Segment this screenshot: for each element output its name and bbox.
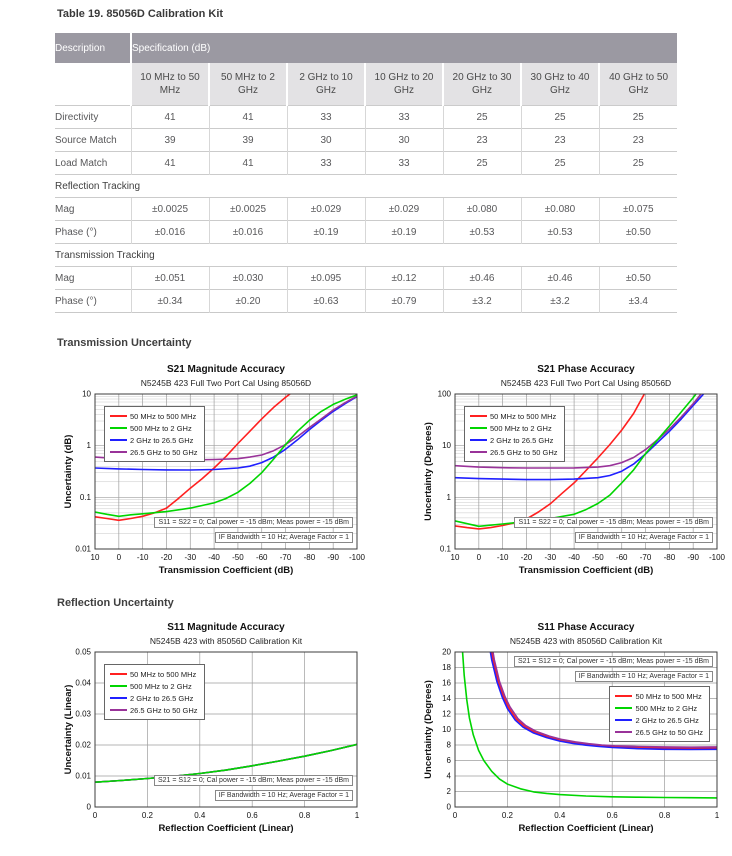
table-cell: 23 — [443, 129, 521, 152]
x-axis-label: Transmission Coefficient (dB) — [158, 565, 294, 576]
table-cell: ±3.2 — [521, 290, 599, 313]
x-tick-label: -80 — [663, 553, 676, 562]
freq-range-header: 2 GHz to 10 GHz — [287, 63, 365, 106]
section-row — [55, 175, 677, 198]
calibration-spec-table — [55, 33, 677, 313]
freq-range-header: 20 GHz to 30 GHz — [443, 63, 521, 106]
table-cell: 25 — [521, 152, 599, 175]
table-cell: ±0.0025 — [209, 198, 287, 221]
x-tick-label: -40 — [568, 553, 580, 562]
x-tick-label: 0.8 — [299, 811, 311, 820]
chart-subtitle: N5245B 423 Full Two Port Cal Using 85056D — [500, 378, 672, 388]
table-cell: 41 — [131, 106, 209, 129]
table-cell: ±0.19 — [287, 221, 365, 244]
legend-entry — [110, 422, 198, 434]
x-tick-label: -90 — [687, 553, 699, 562]
table-cell: ±0.016 — [131, 221, 209, 244]
y-tick-label: 1 — [446, 492, 451, 502]
x-tick-label: 10 — [90, 553, 100, 562]
annotation-box: IF Bandwidth = 10 Hz; Average Factor = 1 — [575, 532, 713, 543]
chart-legend — [104, 664, 205, 720]
legend-entry — [470, 434, 558, 446]
table-cell: ±0.19 — [365, 221, 443, 244]
table-cell: ±3.2 — [443, 290, 521, 313]
x-tick-label: -100 — [348, 553, 366, 562]
legend-swatch — [615, 719, 632, 721]
annotation-box: S11 = S22 = 0; Cal power = -15 dBm; Meas power = -15 dBm — [154, 517, 353, 528]
freq-range-header: 50 MHz to 2 GHz — [209, 63, 287, 106]
table-cell: 41 — [209, 106, 287, 129]
x-tick-label: 0 — [92, 811, 98, 820]
chart-canvas — [420, 364, 732, 580]
freq-range-header: 10 MHz to 50 MHz — [131, 63, 209, 106]
legend-entry — [615, 690, 703, 702]
table-cell: 39 — [131, 129, 209, 152]
x-tick-label: 0 — [116, 553, 122, 562]
row-label: Phase (°) — [55, 290, 131, 313]
legend-entry — [615, 726, 703, 738]
table-cell: ±0.0025 — [131, 198, 209, 221]
row-label: Source Match — [55, 129, 131, 152]
x-axis-label: Reflection Coefficient (Linear) — [518, 823, 654, 834]
table-cell: ±0.34 — [131, 290, 209, 313]
freq-range-header: 10 GHz to 20 GHz — [365, 63, 443, 106]
row-label: Directivity — [55, 106, 131, 129]
table-cell: ±0.029 — [287, 198, 365, 221]
table-cell: ±0.051 — [131, 267, 209, 290]
chart-title: S11 Magnitude Accuracy — [167, 622, 285, 633]
table-row — [55, 152, 677, 175]
x-tick-label: 1 — [714, 811, 720, 820]
x-tick-label: -70 — [279, 553, 292, 562]
specification-header: Specification (dB) — [131, 33, 677, 63]
table-cell: 25 — [599, 106, 677, 129]
table-cell: ±0.029 — [365, 198, 443, 221]
legend-label: 2 GHz to 26.5 GHz — [130, 435, 194, 445]
x-tick-label: -50 — [592, 553, 604, 562]
y-axis-label: Uncertainty (Linear) — [63, 684, 74, 775]
table-cell: ±3.4 — [599, 290, 677, 313]
x-tick-label: -90 — [327, 553, 339, 562]
table-caption: Table 19. 85056D Calibration Kit — [57, 8, 224, 20]
x-tick-label: 0.8 — [659, 811, 671, 820]
y-tick-label: 12 — [442, 709, 451, 719]
legend-label: 26.5 GHz to 50 GHz — [490, 447, 558, 457]
section-row — [55, 244, 677, 267]
y-tick-label: 0.02 — [75, 740, 91, 750]
legend-label: 2 GHz to 26.5 GHz — [490, 435, 554, 445]
table-cell: ±0.50 — [599, 221, 677, 244]
chart-s11-phase-accuracy — [420, 622, 732, 838]
legend-swatch — [110, 439, 127, 441]
x-tick-label: 0 — [476, 553, 482, 562]
legend-entry — [470, 446, 558, 458]
legend-label: 26.5 GHz to 50 GHz — [130, 447, 198, 457]
legend-entry — [110, 668, 198, 680]
y-tick-label: 6 — [446, 756, 451, 765]
legend-entry — [110, 704, 198, 716]
annotation-box: IF Bandwidth = 10 Hz; Average Factor = 1 — [575, 671, 713, 682]
table-cell: ±0.016 — [209, 221, 287, 244]
y-tick-label: 10 — [442, 441, 451, 451]
table-header-row — [55, 33, 677, 63]
table-row — [55, 290, 677, 313]
freq-range-header: 30 GHz to 40 GHz — [521, 63, 599, 106]
y-tick-label: 10 — [82, 389, 91, 399]
chart-title: S21 Magnitude Accuracy — [166, 364, 285, 375]
table-cell: 23 — [521, 129, 599, 152]
table-cell: 33 — [365, 106, 443, 129]
table-cell: 25 — [443, 152, 521, 175]
table-cell: ±0.20 — [209, 290, 287, 313]
x-tick-label: 0.6 — [606, 811, 618, 820]
legend-entry — [110, 434, 198, 446]
table-cell: ±0.075 — [599, 198, 677, 221]
chart-s11-magnitude-accuracy — [60, 622, 372, 838]
chart-legend — [104, 406, 205, 462]
chart-title: S21 Phase Accuracy — [537, 364, 635, 375]
x-tick-label: -60 — [615, 553, 628, 562]
x-tick-label: -30 — [184, 553, 197, 562]
x-tick-label: -100 — [708, 553, 726, 562]
x-tick-label: 1 — [354, 811, 360, 820]
legend-swatch — [110, 427, 127, 429]
table-cell: 23 — [599, 129, 677, 152]
y-axis-label: Uncertainty (Degrees) — [423, 680, 434, 779]
row-label: Load Match — [55, 152, 131, 175]
table-row — [55, 267, 677, 290]
table-cell: 30 — [365, 129, 443, 152]
table-cell: ±0.095 — [287, 267, 365, 290]
x-tick-label: -80 — [303, 553, 316, 562]
y-tick-label: 0.05 — [75, 647, 91, 657]
transmission-uncertainty-heading: Transmission Uncertainty — [57, 337, 192, 349]
x-tick-label: -30 — [544, 553, 557, 562]
x-tick-label: 0.4 — [194, 811, 206, 820]
legend-swatch — [470, 451, 487, 453]
y-tick-label: 0.1 — [439, 544, 451, 554]
legend-swatch — [110, 673, 127, 675]
legend-swatch — [470, 427, 487, 429]
y-tick-label: 16 — [442, 678, 451, 688]
x-tick-label: 10 — [450, 553, 460, 562]
y-tick-label: 0 — [86, 802, 91, 812]
legend-label: 2 GHz to 26.5 GHz — [130, 693, 194, 703]
x-tick-label: 0.4 — [554, 811, 566, 820]
annotation-box: IF Bandwidth = 10 Hz; Average Factor = 1 — [215, 532, 353, 543]
table-cell: 33 — [287, 106, 365, 129]
chart-canvas — [60, 622, 372, 838]
legend-entry — [470, 422, 558, 434]
table-cell: ±0.63 — [287, 290, 365, 313]
table-cell: 41 — [209, 152, 287, 175]
x-axis-label: Transmission Coefficient (dB) — [518, 565, 654, 576]
table-cell: ±0.12 — [365, 267, 443, 290]
table-row — [55, 106, 677, 129]
table-cell: ±0.46 — [521, 267, 599, 290]
legend-label: 50 MHz to 500 MHz — [490, 411, 557, 421]
legend-label: 50 MHz to 500 MHz — [130, 411, 197, 421]
y-tick-label: 18 — [442, 663, 451, 672]
table-cell: 25 — [599, 152, 677, 175]
legend-label: 50 MHz to 500 MHz — [130, 669, 197, 679]
annotation-box: S21 = S12 = 0; Cal power = -15 dBm; Meas power = -15 dBm — [514, 656, 713, 667]
reflection-uncertainty-heading: Reflection Uncertainty — [57, 597, 174, 609]
table-cell: ±0.53 — [521, 221, 599, 244]
x-tick-label: -20 — [520, 553, 533, 562]
legend-entry — [110, 446, 198, 458]
x-tick-label: -10 — [496, 553, 509, 562]
section-label: Reflection Tracking — [55, 175, 677, 198]
legend-entry — [615, 702, 703, 714]
legend-swatch — [470, 439, 487, 441]
x-tick-label: 0.2 — [501, 811, 513, 820]
legend-label: 26.5 GHz to 50 GHz — [130, 705, 198, 715]
legend-entry — [470, 410, 558, 422]
legend-entry — [110, 680, 198, 692]
table-cell: 30 — [287, 129, 365, 152]
table-cell: 33 — [287, 152, 365, 175]
legend-swatch — [110, 709, 127, 711]
x-tick-label: -70 — [639, 553, 652, 562]
legend-label: 26.5 GHz to 50 GHz — [635, 727, 703, 737]
legend-swatch — [110, 415, 127, 417]
x-tick-label: -20 — [160, 553, 173, 562]
table-cell: 25 — [443, 106, 521, 129]
legend-entry — [615, 714, 703, 726]
table-row — [55, 221, 677, 244]
legend-swatch — [110, 697, 127, 699]
y-tick-label: 10 — [442, 725, 451, 734]
legend-label: 50 MHz to 500 MHz — [635, 691, 702, 701]
y-tick-label: 0.04 — [75, 678, 91, 688]
y-tick-label: 0.01 — [75, 771, 91, 781]
chart-canvas — [60, 364, 372, 580]
x-tick-label: -40 — [208, 553, 220, 562]
y-axis-label: Uncertainty (Degrees) — [423, 422, 434, 521]
row-label: Mag — [55, 267, 131, 290]
table-cell: ±0.080 — [443, 198, 521, 221]
description-header: Description — [55, 33, 131, 63]
freq-header-corner — [55, 63, 131, 106]
legend-swatch — [110, 685, 127, 687]
legend-label: 500 MHz to 2 GHz — [130, 423, 192, 433]
row-label: Phase (°) — [55, 221, 131, 244]
y-tick-label: 20 — [442, 647, 451, 657]
chart-title: S11 Phase Accuracy — [537, 622, 635, 633]
chart-subtitle: N5245B 423 with 85056D Calibration Kit — [509, 636, 663, 646]
table-cell: ±0.79 — [365, 290, 443, 313]
chart-legend — [609, 686, 710, 742]
y-axis-label: Uncertainty (dB) — [63, 434, 74, 509]
table-row — [55, 129, 677, 152]
y-tick-label: 2 — [446, 787, 451, 796]
legend-entry — [110, 410, 198, 422]
x-tick-label: 0.6 — [246, 811, 258, 820]
legend-swatch — [615, 707, 632, 709]
section-label: Transmission Tracking — [55, 244, 677, 267]
chart-subtitle: N5245B 423 with 85056D Calibration Kit — [149, 636, 303, 646]
table-cell: 25 — [521, 106, 599, 129]
legend-label: 2 GHz to 26.5 GHz — [635, 715, 699, 725]
chart-subtitle: N5245B 423 Full Two Port Cal Using 85056D — [140, 378, 312, 388]
row-label: Mag — [55, 198, 131, 221]
table-cell: ±0.50 — [599, 267, 677, 290]
legend-swatch — [615, 731, 632, 733]
legend-entry — [110, 692, 198, 704]
y-tick-label: 8 — [446, 740, 451, 750]
y-tick-label: 4 — [446, 771, 451, 781]
table-cell: ±0.080 — [521, 198, 599, 221]
x-axis-label: Reflection Coefficient (Linear) — [158, 823, 294, 834]
freq-range-header: 40 GHz to 50 GHz — [599, 63, 677, 106]
table-cell: 41 — [131, 152, 209, 175]
y-tick-label: 0.03 — [75, 709, 91, 719]
table-cell: 33 — [365, 152, 443, 175]
y-tick-label: 1 — [86, 441, 91, 451]
x-tick-label: -10 — [136, 553, 149, 562]
x-tick-label: 0.2 — [141, 811, 153, 820]
legend-swatch — [110, 451, 127, 453]
table-cell: 39 — [209, 129, 287, 152]
legend-label: 500 MHz to 2 GHz — [130, 681, 192, 691]
chart-legend — [464, 406, 565, 462]
y-tick-label: 0.01 — [75, 544, 91, 554]
x-tick-label: -60 — [255, 553, 268, 562]
y-tick-label: 14 — [442, 694, 451, 703]
table-row — [55, 198, 677, 221]
x-tick-label: -50 — [232, 553, 244, 562]
table-cell: ±0.46 — [443, 267, 521, 290]
calibration-table-wrap — [55, 33, 677, 313]
annotation-box: S21 = S12 = 0; Cal power = -15 dBm; Meas power = -15 dBm — [154, 775, 353, 786]
freq-header-row — [55, 63, 677, 106]
y-tick-label: 0 — [446, 802, 451, 812]
annotation-box: S11 = S22 = 0; Cal power = -15 dBm; Meas power = -15 dBm — [514, 517, 713, 528]
y-tick-label: 100 — [437, 389, 451, 399]
legend-label: 500 MHz to 2 GHz — [490, 423, 552, 433]
y-tick-label: 0.1 — [79, 492, 91, 502]
table-cell: ±0.030 — [209, 267, 287, 290]
annotation-box: IF Bandwidth = 10 Hz; Average Factor = 1 — [215, 790, 353, 801]
chart-s21-phase-accuracy — [420, 364, 732, 580]
table-cell: ±0.53 — [443, 221, 521, 244]
x-tick-label: 0 — [452, 811, 458, 820]
legend-label: 500 MHz to 2 GHz — [635, 703, 698, 713]
legend-swatch — [470, 415, 487, 417]
chart-s21-magnitude-accuracy — [60, 364, 372, 580]
legend-swatch — [615, 695, 632, 697]
